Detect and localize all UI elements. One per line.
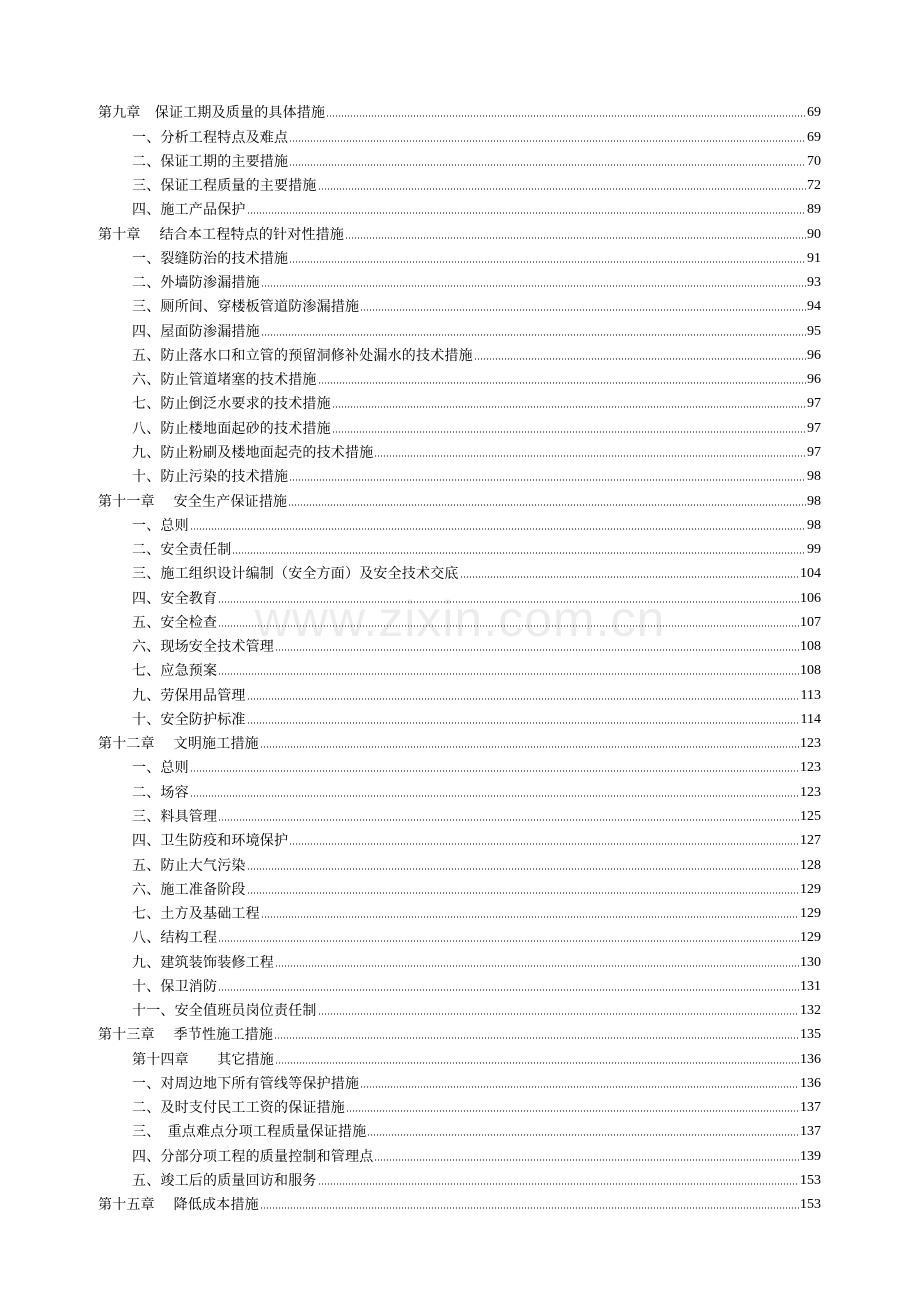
toc-entry-title: 十、保卫消防 (132, 978, 218, 995)
toc-entry-title: 八、防止楼地面起砂的技术措施 (132, 420, 331, 437)
toc-dot-leader (318, 1182, 799, 1186)
toc-page-number: 95 (807, 323, 821, 339)
toc-page-number: 98 (807, 517, 821, 533)
toc-section-entry[interactable] (98, 535, 821, 559)
toc-chapter-entry[interactable] (98, 1020, 821, 1044)
toc-section-entry[interactable] (98, 365, 821, 389)
toc-entry-title: 七、防止倒泛水要求的技术措施 (132, 396, 331, 413)
toc-section-entry[interactable] (98, 850, 821, 874)
toc-section-entry[interactable] (98, 511, 821, 535)
toc-page-number: 132 (800, 1003, 821, 1019)
toc-entry-title: 第十三章 季节性施工措施 (98, 1027, 274, 1044)
toc-entry-title: 第十一章 安全生产保证措施 (98, 493, 288, 510)
toc-dot-leader (289, 478, 806, 482)
toc-entry-title: 七、应急预案 (132, 663, 218, 680)
toc-section-entry[interactable] (98, 802, 821, 826)
toc-section-entry[interactable] (98, 171, 821, 195)
toc-dot-leader (360, 1085, 799, 1089)
toc-entry-title: 二、外墙防渗漏措施 (132, 275, 260, 292)
toc-dot-leader (261, 284, 806, 288)
toc-entry-title: 三、施工组织设计编制（安全方面）及安全技术交底 (132, 566, 459, 583)
toc-entry-title: 二、安全责任制 (132, 542, 232, 559)
toc-entry-title: 七、土方及基础工程 (132, 906, 260, 923)
toc-dot-leader (460, 575, 799, 579)
toc-dot-leader (289, 139, 806, 143)
toc-dot-leader (332, 430, 806, 434)
toc-page-number: 107 (800, 614, 821, 630)
toc-entry-title: 六、防止管道堵塞的技术措施 (132, 372, 317, 389)
toc-chapter-entry[interactable] (98, 486, 821, 510)
toc-section-entry[interactable] (98, 122, 821, 146)
toc-section-entry[interactable] (98, 462, 821, 486)
toc-entry-title: 十一、安全值班员岗位责任制 (132, 1003, 317, 1020)
toc-entry-title: 四、分部分项工程的质量控制和管理点 (132, 1148, 374, 1165)
toc-entry-title: 二、及时支付民工工资的保证措施 (132, 1100, 345, 1117)
toc-page-number: 97 (807, 444, 821, 460)
toc-dot-leader (318, 381, 806, 385)
toc-page-number: 129 (800, 930, 821, 946)
toc-section-entry[interactable] (98, 1093, 821, 1117)
toc-page-number: 153 (800, 1172, 821, 1188)
toc-section-entry[interactable] (98, 559, 821, 583)
toc-page-number: 131 (800, 978, 821, 994)
toc-section-entry[interactable] (98, 826, 821, 850)
toc-section-entry[interactable] (98, 680, 821, 704)
toc-section-entry[interactable] (98, 389, 821, 413)
toc-entry-title: 四、施工产品保护 (132, 202, 246, 219)
toc-dot-leader (318, 187, 806, 191)
toc-dot-leader (274, 1036, 799, 1040)
toc-dot-leader (289, 163, 806, 167)
toc-dot-leader (190, 527, 806, 531)
toc-dot-leader (332, 405, 806, 409)
toc-page-number: 99 (807, 542, 821, 558)
toc-entry-title: 三、 重点难点分项工程质量保证措施 (132, 1124, 367, 1141)
toc-entry-title: 四、卫生防疫和环境保护 (132, 833, 289, 850)
toc-page-number: 94 (807, 299, 821, 315)
toc-entry-title: 十、防止污染的技术措施 (132, 469, 289, 486)
toc-dot-leader (190, 794, 799, 798)
toc-dot-leader (247, 867, 799, 871)
toc-page-number: 127 (800, 833, 821, 849)
toc-section-entry[interactable] (98, 413, 821, 437)
toc-page-number: 93 (807, 275, 821, 291)
toc-entry-title: 一、对周边地下所有管线等保护措施 (132, 1075, 360, 1092)
toc-section-entry[interactable] (98, 899, 821, 923)
toc-chapter-entry[interactable] (98, 729, 821, 753)
toc-page-number: 96 (807, 347, 821, 363)
toc-entry-title: 五、防止落水口和立管的预留洞修补处漏水的技术措施 (132, 347, 473, 364)
toc-dot-leader (275, 1061, 799, 1065)
toc-entry-title: 四、安全教育 (132, 590, 218, 607)
toc-entry-title: 五、安全检查 (132, 614, 218, 631)
toc-dot-leader (247, 891, 799, 895)
toc-dot-leader (288, 503, 806, 507)
toc-dot-leader (275, 648, 799, 652)
toc-page-number: 123 (800, 736, 821, 752)
toc-entry-title: 九、劳保用品管理 (132, 687, 246, 704)
watermark: www.zixin.com.cn (254, 591, 666, 647)
toc-entry-title: 二、场容 (132, 784, 189, 801)
toc-entry-title: 十、安全防护标准 (132, 711, 246, 728)
toc-entry-title: 一、裂缝防治的技术措施 (132, 250, 289, 267)
toc-chapter-entry[interactable] (98, 1044, 821, 1068)
toc-section-entry[interactable] (98, 292, 821, 316)
toc-page-number: 69 (807, 105, 821, 121)
toc-dot-leader (360, 308, 806, 312)
toc-page-number: 139 (800, 1148, 821, 1164)
toc-section-entry[interactable] (98, 195, 821, 219)
toc-dot-leader (218, 818, 799, 822)
toc-section-entry[interactable] (98, 244, 821, 268)
toc-entry-title: 一、总则 (132, 517, 189, 534)
toc-dot-leader (260, 745, 799, 749)
toc-section-entry[interactable] (98, 972, 821, 996)
toc-entry-title: 第十章 结合本工程特点的针对性措施 (98, 226, 345, 243)
toc-section-entry[interactable] (98, 341, 821, 365)
toc-dot-leader (367, 1133, 799, 1137)
toc-dot-leader (289, 260, 806, 264)
toc-page-number: 70 (807, 153, 821, 169)
toc-entry-title: 三、保证工程质量的主要措施 (132, 178, 317, 195)
toc-page-number: 104 (800, 566, 821, 582)
toc-page-number: 129 (800, 906, 821, 922)
toc-dot-leader (218, 988, 799, 992)
toc-entry-title: 四、屋面防渗漏措施 (132, 323, 260, 340)
toc-entry-title: 六、施工准备阶段 (132, 881, 246, 898)
toc-dot-leader (345, 236, 806, 240)
toc-section-entry[interactable] (98, 1069, 821, 1093)
toc-page-number: 136 (800, 1075, 821, 1091)
toc-entry-title: 九、防止粉刷及楼地面起壳的技术措施 (132, 444, 374, 461)
toc-section-entry[interactable] (98, 1166, 821, 1190)
toc-page-number: 98 (807, 493, 821, 509)
toc-page-number: 130 (800, 954, 821, 970)
toc-dot-leader (261, 333, 806, 337)
toc-section-entry[interactable] (98, 996, 821, 1020)
toc-chapter-entry[interactable] (98, 1190, 821, 1214)
toc-entry-title: 第十五章 降低成本措施 (98, 1197, 259, 1214)
toc-dot-leader (247, 697, 800, 701)
toc-entry-title: 第十四章 其它措施 (132, 1051, 274, 1068)
toc-entry-title: 三、料具管理 (132, 808, 218, 825)
toc-entry-title: 九、建筑装饰装修工程 (132, 954, 274, 971)
toc-section-entry[interactable] (98, 947, 821, 971)
toc-page-number: 123 (800, 760, 821, 776)
toc-section-entry[interactable] (98, 705, 821, 729)
toc-dot-leader (232, 551, 806, 555)
toc-entry-title: 一、分析工程特点及难点 (132, 129, 289, 146)
toc-page-number: 137 (800, 1124, 821, 1140)
toc-entry-title: 一、总则 (132, 760, 189, 777)
toc-page-number: 136 (800, 1051, 821, 1067)
toc-chapter-entry[interactable] (98, 219, 821, 243)
toc-dot-leader (260, 1206, 799, 1210)
toc-entry-title: 五、竣工后的质量回访和服务 (132, 1172, 317, 1189)
toc-page-number: 91 (807, 250, 821, 266)
toc-page-number: 113 (800, 687, 821, 703)
toc-page-number: 106 (800, 590, 821, 606)
toc-page-number: 96 (807, 372, 821, 388)
toc-entry-title: 八、结构工程 (132, 930, 218, 947)
toc-dot-leader (318, 1012, 799, 1016)
toc-dot-leader (218, 624, 799, 628)
toc-page-number: 108 (800, 663, 821, 679)
toc-section-entry[interactable] (98, 656, 821, 680)
toc-dot-leader (275, 964, 799, 968)
toc-section-entry[interactable] (98, 268, 821, 292)
toc-page-number: 135 (800, 1027, 821, 1043)
toc-entry-title: 三、厕所间、穿楼板管道防渗漏措施 (132, 299, 360, 316)
toc-page-number: 125 (800, 808, 821, 824)
toc-page-number: 137 (800, 1100, 821, 1116)
toc-section-entry[interactable] (98, 632, 821, 656)
toc-page-number: 98 (807, 469, 821, 485)
toc-dot-leader (190, 769, 799, 773)
toc-page-number: 129 (800, 881, 821, 897)
toc-page-number: 69 (807, 129, 821, 145)
toc-section-entry[interactable] (98, 608, 821, 632)
toc-dot-leader (218, 939, 799, 943)
toc-dot-leader (289, 842, 799, 846)
toc-page-number: 97 (807, 396, 821, 412)
toc-section-entry[interactable] (98, 753, 821, 777)
toc-entry-title: 第十二章 文明施工措施 (98, 736, 259, 753)
toc-dot-leader (247, 721, 800, 725)
toc-page-number: 89 (807, 202, 821, 218)
toc-page-number: 123 (800, 784, 821, 800)
toc-dot-leader (474, 357, 806, 361)
toc-dot-leader (247, 211, 806, 215)
toc-section-entry[interactable] (98, 583, 821, 607)
table-of-contents (98, 98, 821, 1214)
toc-page-number: 114 (800, 711, 821, 727)
toc-section-entry[interactable] (98, 147, 821, 171)
toc-page-number: 108 (800, 639, 821, 655)
toc-dot-leader (326, 114, 806, 118)
toc-section-entry[interactable] (98, 1141, 821, 1165)
toc-page-number: 90 (807, 226, 821, 242)
toc-chapter-entry[interactable] (98, 98, 821, 122)
toc-section-entry[interactable] (98, 923, 821, 947)
toc-dot-leader (374, 454, 806, 458)
toc-entry-title: 五、防止大气污染 (132, 857, 246, 874)
toc-section-entry[interactable] (98, 777, 821, 801)
toc-dot-leader (218, 672, 799, 676)
toc-dot-leader (346, 1109, 799, 1113)
toc-page-number: 153 (800, 1197, 821, 1213)
toc-section-entry[interactable] (98, 1117, 821, 1141)
toc-page-number: 128 (800, 857, 821, 873)
toc-section-entry[interactable] (98, 438, 821, 462)
toc-entry-title: 六、现场安全技术管理 (132, 639, 274, 656)
toc-entry-title: 二、保证工期的主要措施 (132, 153, 289, 170)
toc-page-number: 97 (807, 420, 821, 436)
toc-dot-leader (261, 915, 799, 919)
toc-section-entry[interactable] (98, 875, 821, 899)
toc-page-number: 72 (807, 178, 821, 194)
toc-section-entry[interactable] (98, 316, 821, 340)
toc-dot-leader (218, 600, 799, 604)
toc-dot-leader (374, 1158, 799, 1162)
toc-entry-title: 第九章 保证工期及质量的具体措施 (98, 105, 326, 122)
